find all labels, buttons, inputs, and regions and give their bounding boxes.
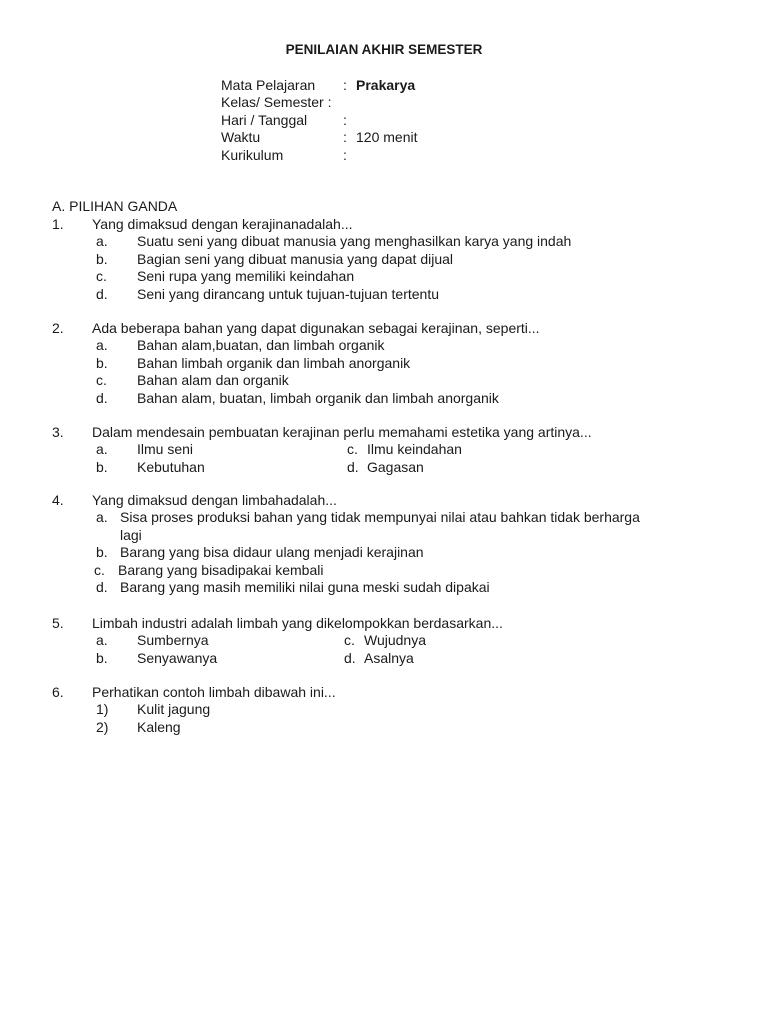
option xyxy=(52,337,742,354)
option-letter: 1) xyxy=(96,701,109,718)
option xyxy=(52,509,742,526)
option-text: Sumbernya xyxy=(137,632,209,649)
option-letter: a. xyxy=(96,632,108,649)
info-label: Kurikulum xyxy=(221,146,284,163)
question-text: Ada beberapa bahan yang dapat digunakan sebagai kerajinan, seperti... xyxy=(92,320,540,336)
option-text: Kaleng xyxy=(137,718,181,735)
option-letter: c. xyxy=(94,561,105,578)
option-letter: d. xyxy=(96,578,108,595)
option-pair xyxy=(52,632,742,649)
option-letter: b. xyxy=(96,458,108,475)
option-letter: b. xyxy=(96,354,108,371)
info-row-date xyxy=(221,111,347,129)
option-text: Barang yang bisa didaur ulang menjadi kerajinan xyxy=(120,544,424,561)
option xyxy=(52,251,742,268)
option-letter: b. xyxy=(96,250,108,267)
option-text: Gagasan xyxy=(367,458,424,475)
option-text: lagi xyxy=(120,526,142,543)
info-value: Prakarya xyxy=(356,77,416,93)
question-6 xyxy=(52,684,742,736)
option-pair xyxy=(52,650,742,667)
option-text: Barang yang masih memiliki nilai guna meski sudah dipakai xyxy=(120,578,490,595)
info-colon: : xyxy=(343,111,347,128)
page-title: PENILAIAN AKHIR SEMESTER xyxy=(285,42,483,57)
option-text: Bahan alam dan organik xyxy=(137,372,289,389)
option xyxy=(52,719,742,736)
question-text: Limbah industri adalah limbah yang dikelompokkan berdasarkan... xyxy=(92,615,503,631)
option-letter: c. xyxy=(96,372,107,389)
question-number: 5. xyxy=(52,615,64,631)
option xyxy=(52,390,742,407)
option xyxy=(52,562,742,579)
option xyxy=(52,701,742,718)
question-3 xyxy=(52,424,742,476)
question-text: Yang dimaksud dengan kerajinanadalah... xyxy=(92,216,353,232)
option-letter: a. xyxy=(96,509,108,526)
option-text: Ilmu keindahan xyxy=(367,441,462,458)
question-1 xyxy=(52,216,742,303)
option xyxy=(52,268,742,285)
info-row-class xyxy=(221,94,332,111)
option-text: Bahan alam, buatan, limbah organik dan limbah anorganik xyxy=(137,389,499,406)
info-row-subject xyxy=(221,77,416,94)
option-text: Bahan alam,buatan, dan limbah organik xyxy=(137,337,385,354)
option-letter: d. xyxy=(344,649,356,666)
option-text: Sisa proses produksi bahan yang tidak mempunyai nilai atau bahkan tidak berharga xyxy=(120,509,640,526)
option-pair xyxy=(52,459,742,476)
option-letter: c. xyxy=(347,441,358,458)
option-text: Kebutuhan xyxy=(137,458,205,475)
option xyxy=(52,544,742,561)
question-number: 1. xyxy=(52,216,64,232)
question-5 xyxy=(52,615,742,667)
option-pair xyxy=(52,441,742,458)
option-letter: a. xyxy=(96,441,108,458)
option xyxy=(52,355,742,372)
info-label: Mata Pelajaran xyxy=(221,77,316,93)
info-colon: : xyxy=(343,129,347,146)
info-row-time xyxy=(221,129,418,146)
question-number: 6. xyxy=(52,684,64,700)
option-letter: d. xyxy=(96,285,108,302)
option-continuation xyxy=(52,527,742,544)
option-text: Seni rupa yang memiliki keindahan xyxy=(137,268,355,285)
option-text: Ilmu seni xyxy=(137,441,194,458)
option-text: Kulit jagung xyxy=(137,701,211,718)
option-letter: b. xyxy=(96,544,108,561)
option-text: Barang yang bisadipakai kembali xyxy=(118,561,324,578)
question-text: Dalam mendesain pembuatan kerajinan perlu memahami estetika yang artinya... xyxy=(92,424,592,440)
option-text: Bagian seni yang dibuat manusia yang dapat dijual xyxy=(137,250,454,267)
info-colon: : xyxy=(343,146,347,163)
question-4 xyxy=(52,492,742,596)
option xyxy=(52,579,742,596)
section-title: A. PILIHAN GANDA xyxy=(52,198,178,214)
option-letter: a. xyxy=(96,337,108,354)
question-number: 2. xyxy=(52,320,64,336)
option-text: Seni yang dirancang untuk tujuan-tujuan tertentu xyxy=(137,285,439,302)
option-text: Wujudnya xyxy=(364,632,427,649)
info-value: 120 menit xyxy=(356,129,418,146)
option xyxy=(52,372,742,389)
question-text: Yang dimaksud dengan limbahadalah... xyxy=(92,492,337,508)
option-letter: a. xyxy=(96,233,108,250)
question-number: 4. xyxy=(52,492,64,508)
option-letter: 2) xyxy=(96,718,109,735)
option-letter: c. xyxy=(344,632,355,649)
option-text: Bahan limbah organik dan limbah anorganik xyxy=(137,354,411,371)
option-letter: d. xyxy=(347,458,359,475)
exam-info xyxy=(221,77,418,164)
option-letter: d. xyxy=(96,389,108,406)
option-letter: b. xyxy=(96,649,108,666)
option-text: Senyawanya xyxy=(137,649,218,666)
option-text: Asalnya xyxy=(364,649,414,666)
option xyxy=(52,286,742,303)
question-text: Perhatikan contoh limbah dibawah ini... xyxy=(92,684,336,700)
option-text: Suatu seni yang dibuat manusia yang menghasilkan karya yang indah xyxy=(137,233,572,250)
question-number: 3. xyxy=(52,424,64,440)
option xyxy=(52,233,742,250)
info-colon: : xyxy=(343,77,347,93)
info-label: Hari / Tanggal xyxy=(221,111,308,128)
option-letter: c. xyxy=(96,268,107,285)
info-label: Kelas/ Semester : xyxy=(221,94,332,111)
info-row-curriculum xyxy=(221,146,347,164)
info-label: Waktu xyxy=(221,129,261,146)
question-2 xyxy=(52,320,742,407)
